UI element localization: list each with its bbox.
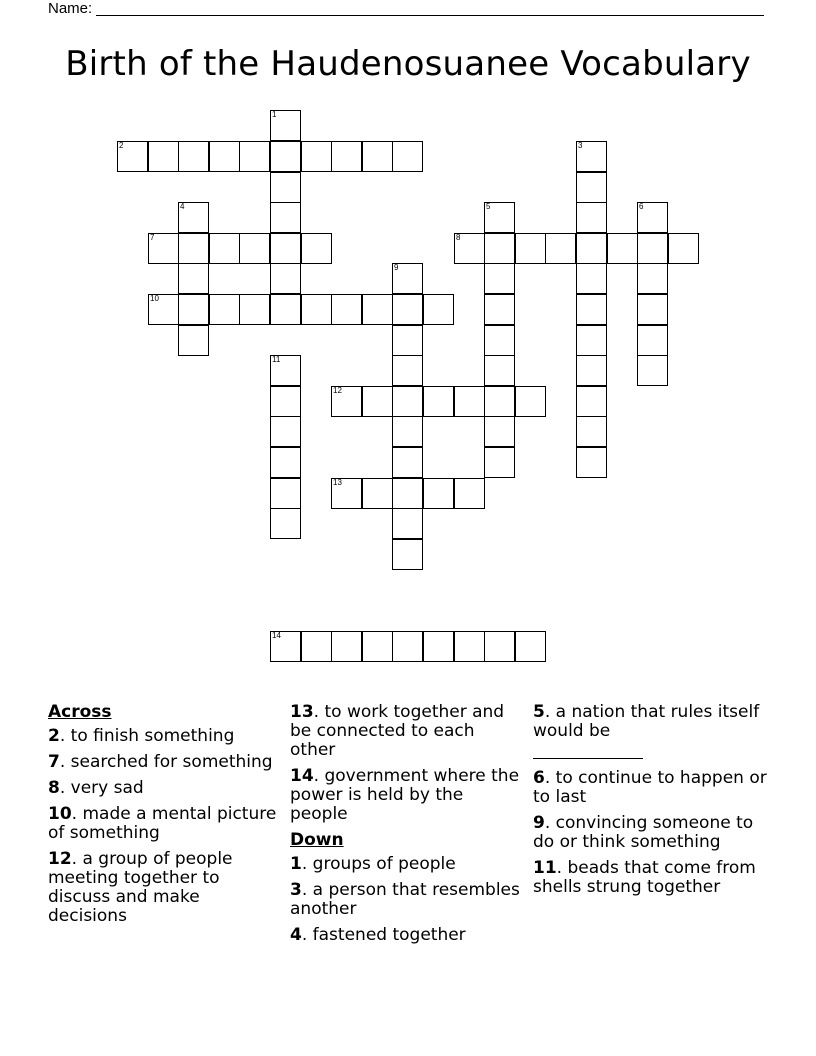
answer-blank (533, 741, 643, 759)
grid-cell[interactable] (392, 263, 423, 294)
grid-cell[interactable] (178, 325, 209, 356)
grid-cell[interactable] (392, 508, 423, 539)
grid-cell[interactable] (576, 172, 607, 203)
clue-number-label: 10 (150, 294, 159, 303)
grid-cell[interactable] (423, 478, 454, 509)
grid-cell[interactable] (392, 447, 423, 478)
grid-cell[interactable] (331, 294, 362, 325)
clue-number: 6 (533, 768, 545, 788)
grid-cell[interactable] (331, 631, 362, 662)
clue-item: 9. convincing someone to do or think something (533, 813, 754, 852)
clue-number: 7 (48, 752, 60, 772)
grid-cell[interactable] (484, 355, 515, 386)
grid-cell[interactable] (484, 294, 515, 325)
grid-cell[interactable] (576, 416, 607, 447)
grid-cell[interactable] (362, 631, 393, 662)
grid-cell[interactable] (392, 478, 423, 509)
grid-cell[interactable] (392, 355, 423, 386)
clue-number: 1 (290, 854, 302, 874)
clue-number-label: 13 (333, 478, 342, 487)
grid-cell[interactable] (545, 233, 576, 264)
grid-cell[interactable] (270, 110, 301, 141)
grid-cell[interactable] (576, 263, 607, 294)
name-label: Name: (48, 0, 93, 17)
clue-number-label: 11 (272, 355, 281, 364)
grid-cell[interactable] (392, 416, 423, 447)
down-heading: Down (290, 830, 344, 850)
clue-number: 8 (48, 778, 60, 798)
grid-cell[interactable] (331, 386, 362, 417)
grid-cell[interactable] (515, 631, 546, 662)
clue-number-label: 1 (272, 110, 277, 119)
grid-cell[interactable] (270, 355, 301, 386)
clue-number: 11 (533, 858, 557, 878)
grid-cell[interactable] (515, 233, 546, 264)
grid-cell[interactable] (454, 478, 485, 509)
clue-number-label: 6 (639, 202, 644, 211)
grid-cell[interactable] (301, 141, 332, 172)
grid-cell[interactable] (484, 202, 515, 233)
clue-number: 5 (533, 702, 545, 722)
grid-cell[interactable] (423, 294, 454, 325)
grid-cell[interactable] (270, 447, 301, 478)
grid-cell[interactable] (392, 141, 423, 172)
grid-cell[interactable] (454, 631, 485, 662)
grid-cell[interactable] (301, 631, 332, 662)
clue-text: very sad (70, 778, 144, 798)
clue-item: 2. to finish something (48, 726, 235, 746)
clue-text: beads that come from shells strung together (533, 858, 756, 897)
grid-cell[interactable] (209, 294, 240, 325)
clue-text: fastened together (312, 925, 466, 945)
grid-cell[interactable] (270, 202, 301, 233)
grid-cell[interactable] (270, 172, 301, 203)
clue-number: 14 (290, 766, 314, 786)
clue-column-1 (48, 703, 280, 933)
clue-number-label: 8 (456, 233, 461, 242)
grid-cell[interactable] (270, 478, 301, 509)
grid-cell[interactable] (454, 386, 485, 417)
grid-cell[interactable] (209, 141, 240, 172)
grid-cell[interactable] (423, 631, 454, 662)
grid-cell[interactable] (239, 294, 270, 325)
grid-cell[interactable] (148, 141, 179, 172)
grid-cell[interactable] (178, 202, 209, 233)
clue-item: 4. fastened together (290, 925, 466, 945)
clue-number-label: 5 (486, 202, 491, 211)
grid-cell[interactable] (637, 355, 668, 386)
clue-item: 6. to continue to happen or to last (533, 768, 767, 807)
clue-number: 13 (290, 702, 314, 722)
grid-cell[interactable] (178, 263, 209, 294)
grid-cell[interactable] (515, 386, 546, 417)
clue-number-label: 14 (272, 631, 281, 640)
grid-cell[interactable] (209, 233, 240, 264)
clue-number-label: 2 (119, 141, 124, 150)
grid-cell[interactable] (637, 325, 668, 356)
grid-cell[interactable] (668, 233, 699, 264)
clue-text: to work together and be connected to each other (290, 702, 505, 760)
grid-cell[interactable] (392, 539, 423, 570)
grid-cell[interactable] (178, 233, 209, 264)
page-title: Birth of the Haudenosuanee Vocabulary (65, 44, 751, 84)
clue-item: 3. a person that resembles another (290, 880, 520, 919)
clue-number: 4 (290, 925, 302, 945)
clue-column-2 (290, 703, 522, 952)
grid-cell[interactable] (362, 478, 393, 509)
clue-item: 13. to work together and be connected to each other (290, 702, 505, 760)
clue-item: 7. searched for something (48, 752, 273, 772)
grid-cell[interactable] (576, 202, 607, 233)
grid-cell[interactable] (270, 631, 301, 662)
grid-cell[interactable] (454, 233, 485, 264)
clue-number-label: 12 (333, 386, 342, 395)
clue-item: 14. government where the power is held by the people (290, 766, 520, 824)
clue-number-label: 7 (150, 233, 155, 242)
grid-cell[interactable] (392, 631, 423, 662)
clue-text: a nation that rules itself would be (533, 702, 760, 741)
clue-text: to continue to happen or to last (533, 768, 767, 807)
grid-cell[interactable] (148, 294, 179, 325)
clue-item: 11. beads that come from shells strung together (533, 858, 756, 897)
clue-number: 2 (48, 726, 60, 746)
grid-cell[interactable] (331, 478, 362, 509)
clue-number-label: 9 (394, 263, 399, 272)
clue-item: 1. groups of people (290, 854, 456, 874)
grid-cell[interactable] (484, 263, 515, 294)
grid-cell[interactable] (392, 325, 423, 356)
clue-text: government where the power is held by the people (290, 766, 520, 824)
clue-number: 3 (290, 880, 302, 900)
clue-number-label: 4 (180, 202, 185, 211)
grid-cell[interactable] (270, 141, 301, 172)
grid-cell[interactable] (576, 355, 607, 386)
clue-number: 10 (48, 804, 72, 824)
grid-cell[interactable] (576, 233, 607, 264)
clue-text: groups of people (312, 854, 456, 874)
clue-text: a person that resembles another (290, 880, 520, 919)
grid-cell[interactable] (484, 233, 515, 264)
clue-text: a group of people meeting together to discuss and make decisions (48, 849, 233, 926)
grid-cell[interactable] (423, 386, 454, 417)
grid-cell[interactable] (392, 386, 423, 417)
grid-cell[interactable] (270, 294, 301, 325)
clue-item: 5. a nation that rules itself would be (533, 703, 773, 762)
grid-cell[interactable] (270, 416, 301, 447)
grid-cell[interactable] (117, 141, 148, 172)
grid-cell[interactable] (270, 233, 301, 264)
grid-cell[interactable] (576, 325, 607, 356)
clue-item: 8. very sad (48, 778, 144, 798)
clue-text: to finish something (70, 726, 235, 746)
clue-column-3 (533, 703, 773, 904)
grid-cell[interactable] (301, 233, 332, 264)
grid-cell[interactable] (239, 233, 270, 264)
grid-cell[interactable] (484, 386, 515, 417)
clue-number: 12 (48, 849, 72, 869)
grid-cell[interactable] (270, 386, 301, 417)
clue-text: convincing someone to do or think something (533, 813, 754, 852)
grid-cell[interactable] (178, 141, 209, 172)
grid-cell[interactable] (484, 631, 515, 662)
grid-cell[interactable] (331, 141, 362, 172)
grid-cell[interactable] (239, 141, 270, 172)
grid-cell[interactable] (576, 141, 607, 172)
grid-cell[interactable] (270, 263, 301, 294)
grid-cell[interactable] (270, 508, 301, 539)
grid-cell[interactable] (637, 202, 668, 233)
across-heading: Across (48, 702, 112, 722)
grid-cell[interactable] (362, 294, 393, 325)
clue-item: 12. a group of people meeting together to discuss and make decisions (48, 849, 233, 926)
grid-cell[interactable] (637, 263, 668, 294)
grid-cell[interactable] (392, 294, 423, 325)
grid-cell[interactable] (607, 233, 638, 264)
clue-item: 10. made a mental picture of something (48, 804, 277, 843)
grid-cell[interactable] (362, 141, 393, 172)
grid-cell[interactable] (637, 294, 668, 325)
grid-cell[interactable] (576, 386, 607, 417)
grid-cell[interactable] (178, 294, 209, 325)
grid-cell[interactable] (362, 386, 393, 417)
clue-text: searched for something (70, 752, 273, 772)
clue-text: made a mental picture of something (48, 804, 277, 843)
grid-cell[interactable] (484, 325, 515, 356)
grid-cell[interactable] (637, 233, 668, 264)
grid-cell[interactable] (484, 447, 515, 478)
grid-cell[interactable] (148, 233, 179, 264)
clue-number-label: 3 (578, 141, 583, 150)
grid-cell[interactable] (484, 416, 515, 447)
grid-cell[interactable] (301, 294, 332, 325)
grid-cell[interactable] (576, 294, 607, 325)
grid-cell[interactable] (576, 447, 607, 478)
clue-number: 9 (533, 813, 545, 833)
